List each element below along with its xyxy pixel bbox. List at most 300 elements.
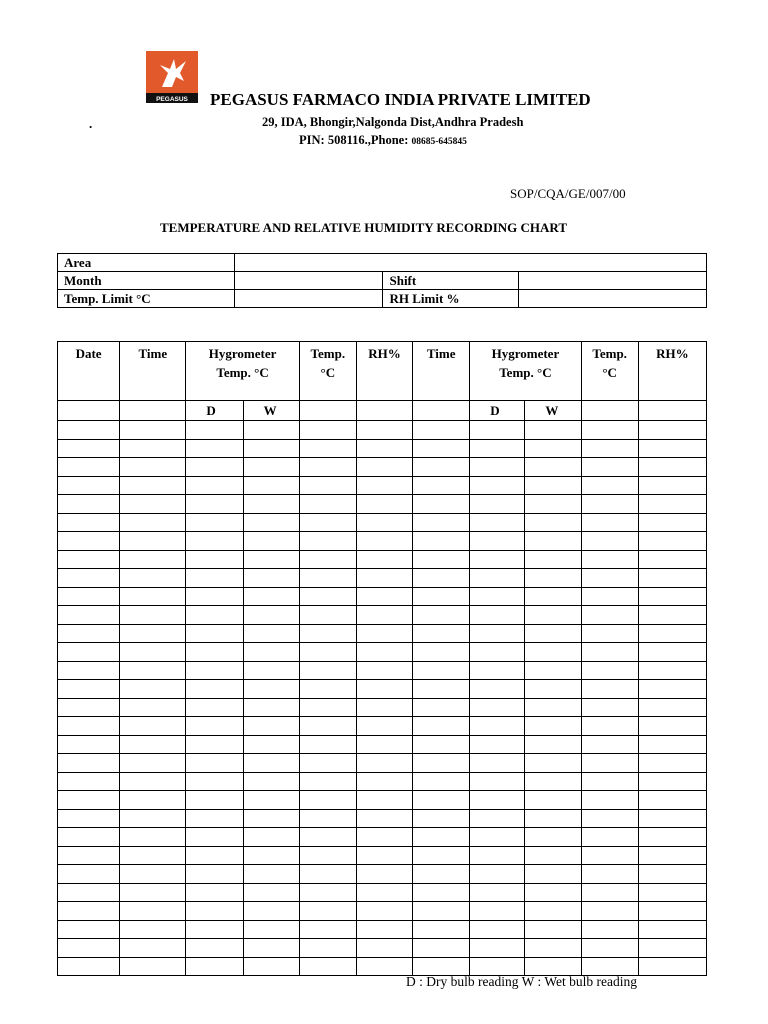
entry-cell[interactable] bbox=[356, 643, 412, 662]
entry-cell[interactable] bbox=[299, 865, 356, 884]
entry-cell[interactable] bbox=[581, 495, 638, 514]
entry-cell[interactable] bbox=[243, 920, 299, 939]
entry-cell[interactable] bbox=[638, 754, 706, 773]
entry-cell[interactable] bbox=[120, 643, 186, 662]
entry-cell[interactable] bbox=[186, 439, 243, 458]
entry-cell[interactable] bbox=[58, 421, 120, 440]
entry-cell[interactable] bbox=[186, 754, 243, 773]
entry-cell[interactable] bbox=[581, 550, 638, 569]
entry-cell[interactable] bbox=[638, 698, 706, 717]
entry-cell[interactable] bbox=[299, 569, 356, 588]
entry-cell[interactable] bbox=[581, 957, 638, 976]
entry-cell[interactable] bbox=[638, 828, 706, 847]
entry-cell[interactable] bbox=[299, 550, 356, 569]
entry-cell[interactable] bbox=[243, 606, 299, 625]
entry-cell[interactable] bbox=[413, 643, 470, 662]
entry-cell[interactable] bbox=[58, 587, 120, 606]
entry-cell[interactable] bbox=[120, 754, 186, 773]
entry-cell[interactable] bbox=[58, 680, 120, 699]
entry-cell[interactable] bbox=[58, 846, 120, 865]
entry-cell[interactable] bbox=[413, 513, 470, 532]
entry-cell[interactable] bbox=[120, 624, 186, 643]
entry-cell[interactable] bbox=[243, 939, 299, 958]
entry-cell[interactable] bbox=[120, 828, 186, 847]
entry-cell[interactable] bbox=[470, 828, 525, 847]
entry-cell[interactable] bbox=[581, 569, 638, 588]
entry-cell[interactable] bbox=[638, 458, 706, 477]
entry-cell[interactable] bbox=[470, 680, 525, 699]
entry-cell[interactable] bbox=[638, 883, 706, 902]
entry-cell[interactable] bbox=[470, 809, 525, 828]
entry-cell[interactable] bbox=[58, 476, 120, 495]
entry-cell[interactable] bbox=[470, 865, 525, 884]
entry-cell[interactable] bbox=[581, 587, 638, 606]
entry-cell[interactable] bbox=[638, 735, 706, 754]
entry-cell[interactable] bbox=[581, 643, 638, 662]
entry-cell[interactable] bbox=[356, 902, 412, 921]
entry-cell[interactable] bbox=[243, 550, 299, 569]
entry-cell[interactable] bbox=[186, 920, 243, 939]
entry-cell[interactable] bbox=[413, 772, 470, 791]
entry-cell[interactable] bbox=[638, 939, 706, 958]
entry-cell[interactable] bbox=[470, 513, 525, 532]
entry-cell[interactable] bbox=[120, 606, 186, 625]
entry-cell[interactable] bbox=[186, 550, 243, 569]
entry-cell[interactable] bbox=[120, 772, 186, 791]
entry-cell[interactable] bbox=[58, 661, 120, 680]
entry-cell[interactable] bbox=[413, 495, 470, 514]
entry-cell[interactable] bbox=[413, 421, 470, 440]
blank-cell[interactable] bbox=[120, 401, 186, 421]
entry-cell[interactable] bbox=[413, 698, 470, 717]
entry-cell[interactable] bbox=[525, 957, 581, 976]
entry-cell[interactable] bbox=[120, 661, 186, 680]
entry-cell[interactable] bbox=[638, 680, 706, 699]
entry-cell[interactable] bbox=[58, 495, 120, 514]
entry-cell[interactable] bbox=[470, 698, 525, 717]
entry-cell[interactable] bbox=[356, 828, 412, 847]
entry-cell[interactable] bbox=[243, 532, 299, 551]
entry-cell[interactable] bbox=[356, 846, 412, 865]
entry-cell[interactable] bbox=[120, 865, 186, 884]
entry-cell[interactable] bbox=[470, 532, 525, 551]
entry-cell[interactable] bbox=[186, 957, 243, 976]
entry-cell[interactable] bbox=[356, 698, 412, 717]
entry-cell[interactable] bbox=[581, 606, 638, 625]
entry-cell[interactable] bbox=[299, 846, 356, 865]
entry-cell[interactable] bbox=[356, 680, 412, 699]
entry-cell[interactable] bbox=[413, 532, 470, 551]
entry-cell[interactable] bbox=[525, 458, 581, 477]
entry-cell[interactable] bbox=[470, 569, 525, 588]
entry-cell[interactable] bbox=[186, 846, 243, 865]
entry-cell[interactable] bbox=[638, 532, 706, 551]
entry-cell[interactable] bbox=[413, 939, 470, 958]
entry-cell[interactable] bbox=[525, 439, 581, 458]
blank-cell[interactable] bbox=[581, 401, 638, 421]
entry-cell[interactable] bbox=[470, 421, 525, 440]
entry-cell[interactable] bbox=[186, 735, 243, 754]
entry-cell[interactable] bbox=[58, 939, 120, 958]
entry-cell[interactable] bbox=[581, 717, 638, 736]
blank-cell[interactable] bbox=[356, 401, 412, 421]
entry-cell[interactable] bbox=[413, 754, 470, 773]
entry-cell[interactable] bbox=[581, 624, 638, 643]
entry-cell[interactable] bbox=[58, 624, 120, 643]
entry-cell[interactable] bbox=[525, 550, 581, 569]
entry-cell[interactable] bbox=[356, 439, 412, 458]
entry-cell[interactable] bbox=[58, 828, 120, 847]
entry-cell[interactable] bbox=[58, 883, 120, 902]
entry-cell[interactable] bbox=[120, 569, 186, 588]
entry-cell[interactable] bbox=[525, 809, 581, 828]
entry-cell[interactable] bbox=[120, 883, 186, 902]
entry-cell[interactable] bbox=[186, 828, 243, 847]
entry-cell[interactable] bbox=[356, 624, 412, 643]
entry-cell[interactable] bbox=[356, 569, 412, 588]
entry-cell[interactable] bbox=[58, 606, 120, 625]
entry-cell[interactable] bbox=[525, 772, 581, 791]
entry-cell[interactable] bbox=[243, 828, 299, 847]
entry-cell[interactable] bbox=[525, 828, 581, 847]
entry-cell[interactable] bbox=[470, 902, 525, 921]
entry-cell[interactable] bbox=[186, 643, 243, 662]
entry-cell[interactable] bbox=[186, 569, 243, 588]
entry-cell[interactable] bbox=[470, 772, 525, 791]
entry-cell[interactable] bbox=[186, 717, 243, 736]
entry-cell[interactable] bbox=[356, 587, 412, 606]
entry-cell[interactable] bbox=[581, 735, 638, 754]
entry-cell[interactable] bbox=[525, 513, 581, 532]
entry-cell[interactable] bbox=[299, 606, 356, 625]
entry-cell[interactable] bbox=[638, 957, 706, 976]
entry-cell[interactable] bbox=[186, 513, 243, 532]
entry-cell[interactable] bbox=[638, 772, 706, 791]
entry-cell[interactable] bbox=[356, 735, 412, 754]
entry-cell[interactable] bbox=[581, 772, 638, 791]
rh-limit-field[interactable] bbox=[519, 290, 707, 308]
entry-cell[interactable] bbox=[58, 920, 120, 939]
entry-cell[interactable] bbox=[243, 439, 299, 458]
entry-cell[interactable] bbox=[413, 661, 470, 680]
entry-cell[interactable] bbox=[243, 809, 299, 828]
entry-cell[interactable] bbox=[638, 661, 706, 680]
entry-cell[interactable] bbox=[120, 957, 186, 976]
entry-cell[interactable] bbox=[470, 606, 525, 625]
entry-cell[interactable] bbox=[299, 698, 356, 717]
entry-cell[interactable] bbox=[638, 865, 706, 884]
entry-cell[interactable] bbox=[120, 809, 186, 828]
entry-cell[interactable] bbox=[58, 791, 120, 810]
entry-cell[interactable] bbox=[470, 643, 525, 662]
entry-cell[interactable] bbox=[525, 698, 581, 717]
entry-cell[interactable] bbox=[243, 587, 299, 606]
entry-cell[interactable] bbox=[581, 513, 638, 532]
entry-cell[interactable] bbox=[299, 643, 356, 662]
entry-cell[interactable] bbox=[299, 754, 356, 773]
entry-cell[interactable] bbox=[299, 661, 356, 680]
entry-cell[interactable] bbox=[356, 883, 412, 902]
entry-cell[interactable] bbox=[243, 735, 299, 754]
entry-cell[interactable] bbox=[470, 476, 525, 495]
entry-cell[interactable] bbox=[243, 957, 299, 976]
entry-cell[interactable] bbox=[243, 902, 299, 921]
entry-cell[interactable] bbox=[58, 569, 120, 588]
entry-cell[interactable] bbox=[638, 550, 706, 569]
entry-cell[interactable] bbox=[120, 735, 186, 754]
entry-cell[interactable] bbox=[299, 624, 356, 643]
entry-cell[interactable] bbox=[581, 439, 638, 458]
entry-cell[interactable] bbox=[581, 865, 638, 884]
entry-cell[interactable] bbox=[120, 939, 186, 958]
entry-cell[interactable] bbox=[525, 569, 581, 588]
entry-cell[interactable] bbox=[581, 828, 638, 847]
entry-cell[interactable] bbox=[413, 717, 470, 736]
entry-cell[interactable] bbox=[525, 920, 581, 939]
entry-cell[interactable] bbox=[638, 513, 706, 532]
entry-cell[interactable] bbox=[413, 809, 470, 828]
entry-cell[interactable] bbox=[581, 476, 638, 495]
entry-cell[interactable] bbox=[581, 939, 638, 958]
entry-cell[interactable] bbox=[470, 550, 525, 569]
entry-cell[interactable] bbox=[186, 495, 243, 514]
entry-cell[interactable] bbox=[120, 791, 186, 810]
entry-cell[interactable] bbox=[413, 865, 470, 884]
area-field[interactable] bbox=[234, 254, 706, 272]
entry-cell[interactable] bbox=[581, 661, 638, 680]
entry-cell[interactable] bbox=[243, 661, 299, 680]
entry-cell[interactable] bbox=[243, 421, 299, 440]
entry-cell[interactable] bbox=[299, 476, 356, 495]
entry-cell[interactable] bbox=[638, 809, 706, 828]
entry-cell[interactable] bbox=[470, 883, 525, 902]
entry-cell[interactable] bbox=[58, 458, 120, 477]
entry-cell[interactable] bbox=[120, 476, 186, 495]
entry-cell[interactable] bbox=[525, 902, 581, 921]
entry-cell[interactable] bbox=[186, 606, 243, 625]
entry-cell[interactable] bbox=[120, 439, 186, 458]
entry-cell[interactable] bbox=[470, 920, 525, 939]
entry-cell[interactable] bbox=[299, 495, 356, 514]
entry-cell[interactable] bbox=[413, 439, 470, 458]
entry-cell[interactable] bbox=[299, 791, 356, 810]
entry-cell[interactable] bbox=[470, 791, 525, 810]
entry-cell[interactable] bbox=[413, 957, 470, 976]
entry-cell[interactable] bbox=[356, 458, 412, 477]
entry-cell[interactable] bbox=[58, 754, 120, 773]
entry-cell[interactable] bbox=[243, 476, 299, 495]
entry-cell[interactable] bbox=[186, 421, 243, 440]
entry-cell[interactable] bbox=[120, 458, 186, 477]
entry-cell[interactable] bbox=[58, 772, 120, 791]
entry-cell[interactable] bbox=[413, 569, 470, 588]
entry-cell[interactable] bbox=[413, 680, 470, 699]
entry-cell[interactable] bbox=[638, 624, 706, 643]
entry-cell[interactable] bbox=[525, 865, 581, 884]
entry-cell[interactable] bbox=[356, 920, 412, 939]
entry-cell[interactable] bbox=[356, 754, 412, 773]
entry-cell[interactable] bbox=[470, 735, 525, 754]
entry-cell[interactable] bbox=[120, 902, 186, 921]
entry-cell[interactable] bbox=[299, 421, 356, 440]
entry-cell[interactable] bbox=[356, 865, 412, 884]
entry-cell[interactable] bbox=[243, 772, 299, 791]
entry-cell[interactable] bbox=[356, 772, 412, 791]
entry-cell[interactable] bbox=[120, 421, 186, 440]
entry-cell[interactable] bbox=[186, 865, 243, 884]
entry-cell[interactable] bbox=[638, 476, 706, 495]
entry-cell[interactable] bbox=[581, 902, 638, 921]
entry-cell[interactable] bbox=[299, 513, 356, 532]
entry-cell[interactable] bbox=[58, 643, 120, 662]
entry-cell[interactable] bbox=[120, 846, 186, 865]
entry-cell[interactable] bbox=[243, 680, 299, 699]
entry-cell[interactable] bbox=[243, 458, 299, 477]
entry-cell[interactable] bbox=[299, 902, 356, 921]
entry-cell[interactable] bbox=[470, 624, 525, 643]
entry-cell[interactable] bbox=[581, 754, 638, 773]
entry-cell[interactable] bbox=[525, 717, 581, 736]
entry-cell[interactable] bbox=[581, 458, 638, 477]
entry-cell[interactable] bbox=[186, 902, 243, 921]
entry-cell[interactable] bbox=[186, 476, 243, 495]
entry-cell[interactable] bbox=[581, 920, 638, 939]
entry-cell[interactable] bbox=[638, 421, 706, 440]
entry-cell[interactable] bbox=[356, 532, 412, 551]
entry-cell[interactable] bbox=[243, 754, 299, 773]
entry-cell[interactable] bbox=[58, 809, 120, 828]
entry-cell[interactable] bbox=[581, 791, 638, 810]
blank-cell[interactable] bbox=[413, 401, 470, 421]
entry-cell[interactable] bbox=[299, 809, 356, 828]
entry-cell[interactable] bbox=[243, 791, 299, 810]
blank-cell[interactable] bbox=[299, 401, 356, 421]
entry-cell[interactable] bbox=[186, 791, 243, 810]
blank-cell[interactable] bbox=[58, 401, 120, 421]
entry-cell[interactable] bbox=[413, 458, 470, 477]
entry-cell[interactable] bbox=[581, 680, 638, 699]
entry-cell[interactable] bbox=[413, 828, 470, 847]
entry-cell[interactable] bbox=[470, 661, 525, 680]
entry-cell[interactable] bbox=[58, 735, 120, 754]
entry-cell[interactable] bbox=[356, 476, 412, 495]
entry-cell[interactable] bbox=[120, 550, 186, 569]
entry-cell[interactable] bbox=[638, 791, 706, 810]
entry-cell[interactable] bbox=[299, 458, 356, 477]
entry-cell[interactable] bbox=[413, 624, 470, 643]
entry-cell[interactable] bbox=[581, 883, 638, 902]
entry-cell[interactable] bbox=[186, 680, 243, 699]
entry-cell[interactable] bbox=[356, 495, 412, 514]
entry-cell[interactable] bbox=[356, 550, 412, 569]
entry-cell[interactable] bbox=[525, 643, 581, 662]
entry-cell[interactable] bbox=[243, 643, 299, 662]
entry-cell[interactable] bbox=[525, 587, 581, 606]
entry-cell[interactable] bbox=[581, 809, 638, 828]
entry-cell[interactable] bbox=[525, 532, 581, 551]
entry-cell[interactable] bbox=[243, 569, 299, 588]
entry-cell[interactable] bbox=[120, 920, 186, 939]
entry-cell[interactable] bbox=[470, 957, 525, 976]
entry-cell[interactable] bbox=[299, 939, 356, 958]
entry-cell[interactable] bbox=[58, 717, 120, 736]
entry-cell[interactable] bbox=[525, 661, 581, 680]
entry-cell[interactable] bbox=[638, 902, 706, 921]
entry-cell[interactable] bbox=[120, 532, 186, 551]
month-field[interactable] bbox=[234, 272, 383, 290]
entry-cell[interactable] bbox=[638, 920, 706, 939]
entry-cell[interactable] bbox=[525, 939, 581, 958]
entry-cell[interactable] bbox=[638, 846, 706, 865]
entry-cell[interactable] bbox=[186, 458, 243, 477]
entry-cell[interactable] bbox=[525, 754, 581, 773]
entry-cell[interactable] bbox=[525, 883, 581, 902]
shift-field[interactable] bbox=[519, 272, 707, 290]
entry-cell[interactable] bbox=[413, 587, 470, 606]
entry-cell[interactable] bbox=[243, 846, 299, 865]
entry-cell[interactable] bbox=[525, 421, 581, 440]
entry-cell[interactable] bbox=[413, 476, 470, 495]
entry-cell[interactable] bbox=[525, 624, 581, 643]
entry-cell[interactable] bbox=[413, 883, 470, 902]
entry-cell[interactable] bbox=[58, 513, 120, 532]
entry-cell[interactable] bbox=[186, 661, 243, 680]
entry-cell[interactable] bbox=[120, 495, 186, 514]
entry-cell[interactable] bbox=[186, 698, 243, 717]
entry-cell[interactable] bbox=[186, 809, 243, 828]
entry-cell[interactable] bbox=[470, 439, 525, 458]
entry-cell[interactable] bbox=[299, 920, 356, 939]
entry-cell[interactable] bbox=[413, 846, 470, 865]
entry-cell[interactable] bbox=[638, 587, 706, 606]
temp-limit-field[interactable] bbox=[234, 290, 383, 308]
entry-cell[interactable] bbox=[58, 532, 120, 551]
entry-cell[interactable] bbox=[413, 606, 470, 625]
entry-cell[interactable] bbox=[470, 846, 525, 865]
entry-cell[interactable] bbox=[58, 865, 120, 884]
entry-cell[interactable] bbox=[243, 865, 299, 884]
entry-cell[interactable] bbox=[356, 606, 412, 625]
entry-cell[interactable] bbox=[243, 717, 299, 736]
entry-cell[interactable] bbox=[186, 772, 243, 791]
entry-cell[interactable] bbox=[413, 902, 470, 921]
entry-cell[interactable] bbox=[638, 439, 706, 458]
entry-cell[interactable] bbox=[58, 902, 120, 921]
entry-cell[interactable] bbox=[470, 495, 525, 514]
entry-cell[interactable] bbox=[470, 587, 525, 606]
entry-cell[interactable] bbox=[243, 624, 299, 643]
entry-cell[interactable] bbox=[186, 883, 243, 902]
entry-cell[interactable] bbox=[413, 920, 470, 939]
entry-cell[interactable] bbox=[581, 421, 638, 440]
entry-cell[interactable] bbox=[413, 791, 470, 810]
entry-cell[interactable] bbox=[120, 513, 186, 532]
entry-cell[interactable] bbox=[356, 661, 412, 680]
entry-cell[interactable] bbox=[470, 717, 525, 736]
blank-cell[interactable] bbox=[638, 401, 706, 421]
entry-cell[interactable] bbox=[356, 717, 412, 736]
entry-cell[interactable] bbox=[120, 717, 186, 736]
entry-cell[interactable] bbox=[186, 939, 243, 958]
entry-cell[interactable] bbox=[525, 846, 581, 865]
entry-cell[interactable] bbox=[58, 439, 120, 458]
entry-cell[interactable] bbox=[299, 957, 356, 976]
entry-cell[interactable] bbox=[186, 532, 243, 551]
entry-cell[interactable] bbox=[470, 754, 525, 773]
entry-cell[interactable] bbox=[243, 698, 299, 717]
entry-cell[interactable] bbox=[470, 458, 525, 477]
entry-cell[interactable] bbox=[243, 883, 299, 902]
